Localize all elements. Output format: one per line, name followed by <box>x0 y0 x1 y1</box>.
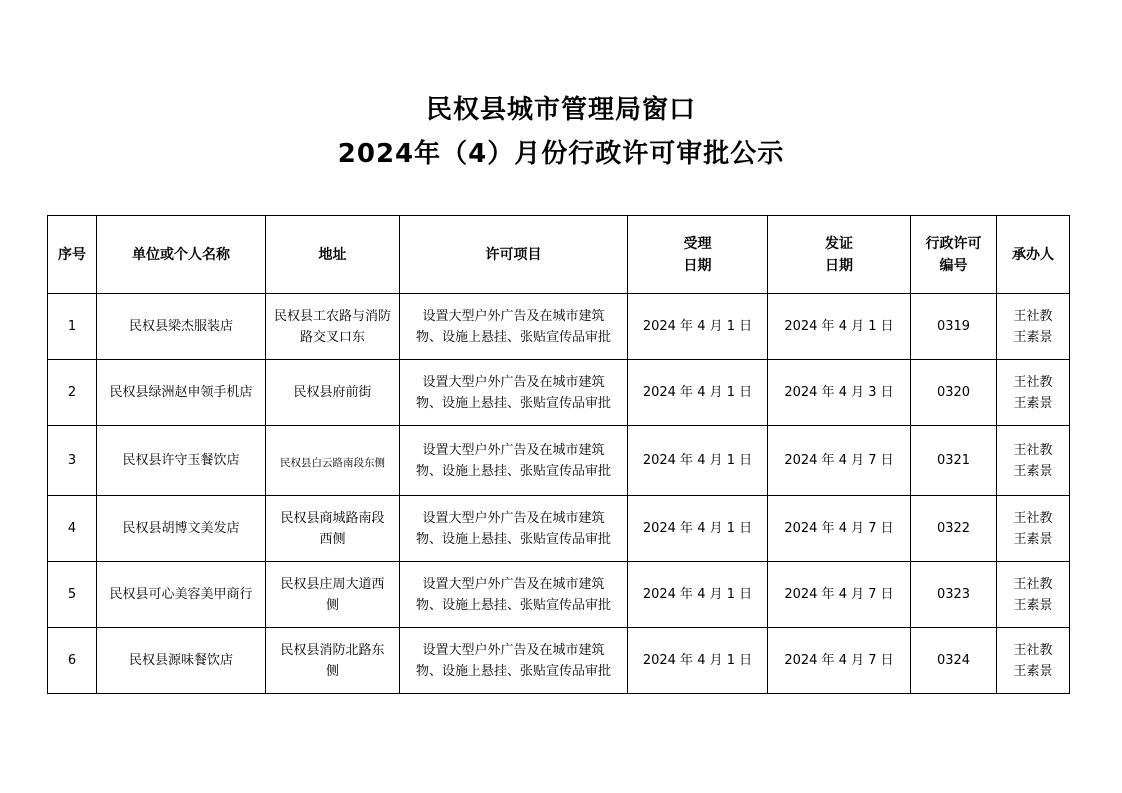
cell-index: 4 <box>48 496 97 562</box>
cell-issue-date: 2024 年 4 月 1 日 <box>768 294 911 360</box>
handler-line: 王社教 <box>1013 510 1053 526</box>
item-line: 物、设施上悬挂、张贴宣传品审批 <box>415 329 611 345</box>
cell-item <box>400 294 628 360</box>
item-line: 设置大型户外广告及在城市建筑 <box>422 642 605 658</box>
handler-line: 王社教 <box>1013 642 1053 658</box>
cell-accept-date: 2024 年 4 月 1 日 <box>628 360 768 426</box>
cell-address <box>266 562 400 628</box>
table-row <box>48 426 1070 496</box>
cell-index: 5 <box>48 562 97 628</box>
cell-handler <box>997 360 1070 426</box>
header-issue-date <box>768 216 911 294</box>
handler-line: 王素景 <box>1013 597 1053 613</box>
cell-issue-date: 2024 年 4 月 7 日 <box>768 628 911 694</box>
item-line: 物、设施上悬挂、张贴宣传品审批 <box>415 663 611 679</box>
cell-item <box>400 360 628 426</box>
handler-line: 王素景 <box>1013 663 1053 679</box>
cell-item <box>400 562 628 628</box>
item-line: 物、设施上悬挂、张贴宣传品审批 <box>415 463 611 479</box>
header-handler: 承办人 <box>997 216 1070 294</box>
cell-item <box>400 628 628 694</box>
table-row <box>48 628 1070 694</box>
handler-line: 王社教 <box>1013 442 1053 458</box>
address-line: 民权县庄周大道西 <box>280 576 385 592</box>
address-line: 民权县府前街 <box>293 385 372 400</box>
address-line: 民权县商城路南段 <box>280 510 385 526</box>
cell-address <box>266 360 400 426</box>
cell-issue-date: 2024 年 4 月 7 日 <box>768 496 911 562</box>
handler-line: 王素景 <box>1013 531 1053 547</box>
title-line-1: 民权县城市管理局窗口 <box>425 95 696 125</box>
cell-accept-date: 2024 年 4 月 1 日 <box>628 294 768 360</box>
header-issue-date-line: 日期 <box>825 257 853 274</box>
header-permit-no-line: 编号 <box>939 257 968 274</box>
handler-line: 王素景 <box>1013 329 1053 345</box>
cell-index: 6 <box>48 628 97 694</box>
cell-accept-date: 2024 年 4 月 1 日 <box>628 496 768 562</box>
cell-accept-date: 2024 年 4 月 1 日 <box>628 562 768 628</box>
header-permit-no <box>911 216 997 294</box>
cell-permit-no: 0319 <box>911 294 997 360</box>
header-name: 单位或个人名称 <box>97 216 266 294</box>
table-row <box>48 496 1070 562</box>
cell-accept-date: 2024 年 4 月 1 日 <box>628 628 768 694</box>
handler-line: 王社教 <box>1013 374 1053 390</box>
cell-name: 民权县胡博文美发店 <box>97 496 266 562</box>
address-line: 侧 <box>325 663 339 679</box>
cell-name: 民权县源味餐饮店 <box>97 628 266 694</box>
item-line: 设置大型户外广告及在城市建筑 <box>422 308 605 324</box>
title-line-2: 2024年（4）月份行政许可审批公示 <box>337 139 785 169</box>
cell-permit-no: 0324 <box>911 628 997 694</box>
cell-permit-no: 0323 <box>911 562 997 628</box>
cell-address <box>266 426 400 496</box>
cell-permit-no: 0322 <box>911 496 997 562</box>
header-permit-no-line: 行政许可 <box>925 235 982 252</box>
header-address: 地址 <box>266 216 400 294</box>
item-line: 设置大型户外广告及在城市建筑 <box>422 510 605 526</box>
cell-index: 2 <box>48 360 97 426</box>
address-line: 路交叉口东 <box>299 329 365 345</box>
cell-handler <box>997 294 1070 360</box>
cell-handler <box>997 426 1070 496</box>
cell-handler <box>997 562 1070 628</box>
cell-accept-date: 2024 年 4 月 1 日 <box>628 426 768 496</box>
address-line: 侧 <box>325 597 339 613</box>
item-line: 物、设施上悬挂、张贴宣传品审批 <box>415 531 611 547</box>
table-header-row <box>48 216 1070 294</box>
document-title <box>0 88 1122 176</box>
item-line: 物、设施上悬挂、张贴宣传品审批 <box>415 597 611 613</box>
cell-address <box>266 294 400 360</box>
cell-name: 民权县许守玉餐饮店 <box>97 426 266 496</box>
cell-name: 民权县绿洲赵申领手机店 <box>97 360 266 426</box>
item-line: 设置大型户外广告及在城市建筑 <box>422 442 605 458</box>
address-line: 西侧 <box>319 531 346 547</box>
item-line: 设置大型户外广告及在城市建筑 <box>422 374 605 390</box>
handler-line: 王素景 <box>1013 463 1053 479</box>
header-issue-date-line: 发证 <box>825 235 853 252</box>
header-item: 许可项目 <box>400 216 628 294</box>
address-line: 民权县消防北路东 <box>280 642 385 658</box>
cell-name: 民权县可心美容美甲商行 <box>97 562 266 628</box>
cell-index: 1 <box>48 294 97 360</box>
header-index: 序号 <box>48 216 97 294</box>
address-line: 民权县工农路与消防 <box>273 308 391 324</box>
cell-item <box>400 426 628 496</box>
header-accept-date-line: 日期 <box>683 257 712 274</box>
cell-name: 民权县梁杰服装店 <box>97 294 266 360</box>
table-row <box>48 562 1070 628</box>
cell-address <box>266 496 400 562</box>
cell-issue-date: 2024 年 4 月 7 日 <box>768 426 911 496</box>
cell-permit-no: 0321 <box>911 426 997 496</box>
header-accept-date <box>628 216 768 294</box>
address-line: 民权县白云路南段东侧 <box>280 456 385 469</box>
cell-permit-no: 0320 <box>911 360 997 426</box>
permit-table <box>47 215 1070 694</box>
table-row <box>48 294 1070 360</box>
item-line: 物、设施上悬挂、张贴宣传品审批 <box>415 395 611 411</box>
cell-issue-date: 2024 年 4 月 3 日 <box>768 360 911 426</box>
cell-address <box>266 628 400 694</box>
cell-issue-date: 2024 年 4 月 7 日 <box>768 562 911 628</box>
handler-line: 王社教 <box>1013 308 1053 324</box>
item-line: 设置大型户外广告及在城市建筑 <box>422 576 605 592</box>
handler-line: 王素景 <box>1013 395 1053 411</box>
cell-item <box>400 496 628 562</box>
header-accept-date-line: 受理 <box>683 235 712 252</box>
cell-handler <box>997 496 1070 562</box>
handler-line: 王社教 <box>1013 576 1053 592</box>
table-row <box>48 360 1070 426</box>
cell-handler <box>997 628 1070 694</box>
cell-index: 3 <box>48 426 97 496</box>
